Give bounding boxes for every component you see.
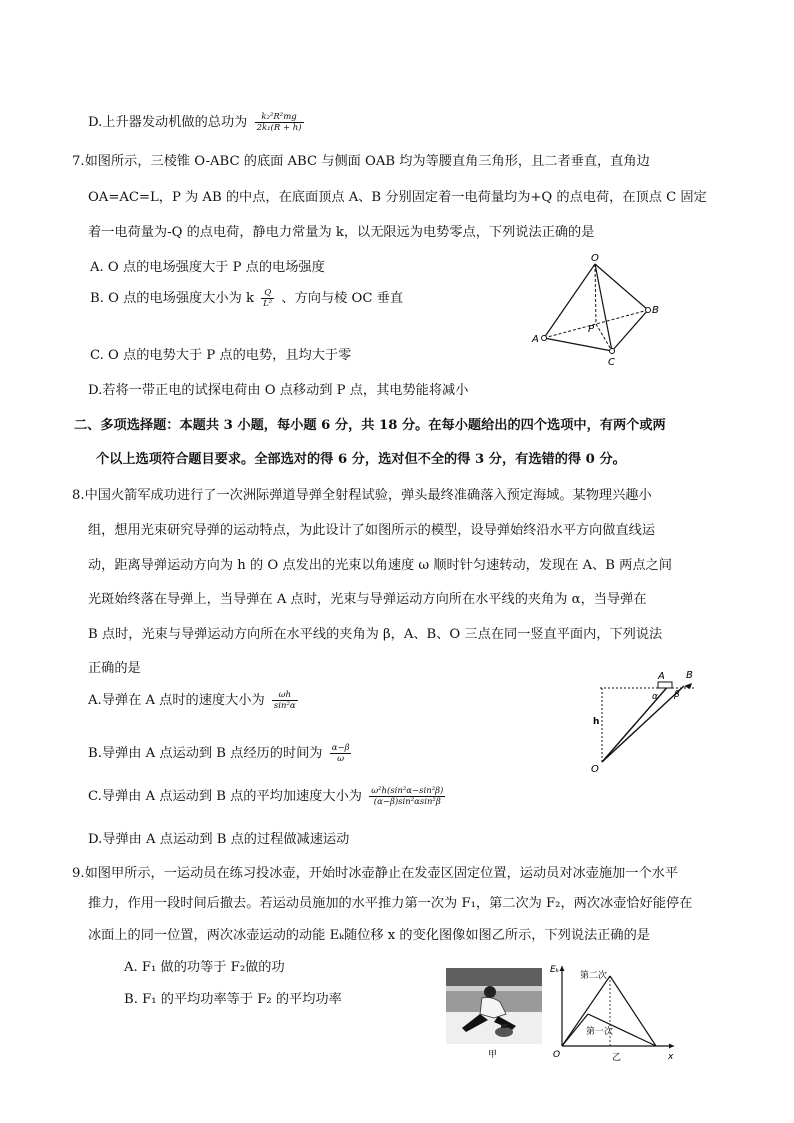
label-p: P	[588, 324, 595, 335]
label-o: O	[591, 764, 599, 774]
q8-option-c	[88, 786, 448, 807]
q9-option-b: B. F₁ 的平均功率等于 F₂ 的平均功率	[124, 992, 342, 1007]
q7-option-c: C. O 点的电势大于 P 点的电势，且均大于零	[90, 348, 352, 363]
graph-xlabel: x	[668, 1052, 674, 1062]
q8-missile-figure	[588, 666, 708, 774]
label-alpha: α	[652, 692, 658, 702]
label-c: C	[608, 357, 615, 368]
q8-option-b-fraction	[330, 743, 352, 764]
q8-option-b-text: B.导弹由 A 点运动到 B 点经历的时间为	[88, 746, 323, 761]
fraction-numerator: k₂²R²mg	[255, 112, 304, 123]
label-yi: 乙	[612, 1053, 622, 1062]
q9-ek-x-graph	[550, 962, 680, 1062]
label-o: O	[591, 253, 599, 264]
q8-stem-line-3: 动，距离导弹运动方向为 h 的 O 点发出的光束以角速度 ω 顺时针匀速转动，发现在 A、B 两点之间	[88, 558, 672, 573]
fraction-numerator: Q	[261, 288, 274, 299]
fraction-denominator: 2k₁(R + h)	[256, 123, 302, 133]
q6-option-d	[88, 112, 307, 133]
q8-option-a-fraction	[272, 690, 298, 711]
q8-option-c-fraction	[369, 786, 445, 807]
label-a: A	[532, 334, 539, 345]
section2-header-line-1: 二、多项选择题：本题共 3 小题，每小题 6 分，共 18 分。在每小题给出的四个选项中，有两个或两	[74, 418, 666, 433]
q7-option-d: D.若将一带正电的试探电荷由 O 点移动到 P 点，其电势能将减小	[88, 383, 469, 398]
q8-stem-line-4: 光斑始终落在导弹上，当导弹在 A 点时，光束与导弹运动方向所在水平线的夹角为 α，当导弹在	[88, 592, 647, 607]
q8-option-d: D.导弹由 A 点运动到 B 点的过程做减速运动	[88, 832, 350, 847]
q9-stem-line-2: 推力，作用一段时间后撤去。若运动员施加的水平推力第一次为 F₁，第二次为 F₂，两次冰壶恰好能停在	[88, 896, 693, 911]
q9-option-a: A. F₁ 做的功等于 F₂做的功	[124, 960, 285, 975]
q8-option-b	[88, 743, 354, 764]
graph-ylabel: Eₖ	[550, 965, 560, 975]
q8-option-a	[88, 690, 301, 711]
q8-stem-line-5: B 点时，光束与导弹运动方向所在水平线的夹角为 β，A、B、O 三点在同一竖直平面内，下列说法	[88, 627, 663, 642]
label-h: h	[593, 717, 600, 727]
q9-stem-line-3: 冰面上的同一位置，两次冰壶运动的动能 Eₖ随位移 x 的变化图像如图乙所示，下列说法正确的是	[88, 928, 650, 943]
q8-stem-line-6: 正确的是	[88, 661, 141, 676]
q7-stem-line-2: OA=AC=L，P 为 AB 的中点，在底面顶点 A、B 分别固定着一电荷量均为+Q 的点电荷，在顶点 C 固定	[88, 190, 707, 205]
fraction-denominator: sin²α	[273, 701, 296, 711]
q8-option-a-text: A.导弹在 A 点时的速度大小为	[88, 693, 265, 708]
q7-stem-line-3: 着一电荷量为-Q 的点电荷，静电力常量为 k，以无限远为电势零点，下列说法正确的是	[88, 225, 595, 240]
graph-label-first: 第一次	[586, 1027, 614, 1037]
label-b: B	[686, 670, 693, 681]
q7-tetrahedron-figure	[528, 252, 668, 377]
label-beta: β	[674, 690, 680, 700]
q6-option-d-text: D.上升器发动机做的总功为	[88, 115, 248, 130]
q7-option-b	[90, 288, 403, 309]
q8-stem-line-2: 组，想用光束研究导弹的运动特点，为此设计了如图所示的模型，设导弹始终沿水平方向做直线运	[88, 523, 656, 538]
q7-option-b-fraction	[261, 288, 274, 309]
label-b: B	[652, 305, 659, 316]
q8-option-c-text: C.导弹由 A 点运动到 B 点的平均加速度大小为	[88, 789, 362, 804]
graph-origin: O	[553, 1050, 561, 1060]
q6-option-d-fraction	[255, 112, 304, 133]
fraction-numerator: α−β	[331, 743, 350, 753]
fraction-denominator: L²	[263, 299, 273, 309]
q7-option-a: A. O 点的电场强度大于 P 点的电场强度	[90, 260, 325, 275]
fraction-denominator: ω	[337, 754, 345, 764]
label-a: A	[658, 671, 665, 682]
fraction-numerator: ωh	[272, 690, 298, 701]
graph-label-second: 第二次	[580, 971, 608, 981]
fraction-denominator: (α−β)sin²αsin²β	[373, 797, 441, 807]
q9-stem-line-1: 9.如图甲所示，一运动员在练习投冰壶，开始时冰壶静止在发壶区固定位置，运动员对冰壶施加一个水平	[72, 866, 679, 881]
q7-option-b-post: 、方向与棱 OC 垂直	[281, 291, 404, 306]
fraction-numerator: ω²h(sin²α−sin²β)	[371, 786, 444, 796]
q8-stem-line-1: 8.中国火箭军成功进行了一次洲际弹道导弹全射程试验，弹头最终准确落入预定海域。某物理兴趣小	[72, 488, 652, 503]
section2-header-line-2: 个以上选项符合题目要求。全部选对的得 6 分，选对但不全的得 3 分，有选错的得 0 分。	[96, 452, 626, 467]
label-jia: 甲	[488, 1050, 498, 1060]
q7-stem-line-1: 7.如图所示，三棱锥 O-ABC 的底面 ABC 与侧面 OAB 均为等腰直角三角形，且二者垂直，直角边	[72, 154, 650, 169]
q9-curling-photo	[446, 968, 542, 1060]
q7-option-b-pre: B. O 点的电场强度大小为 k	[90, 291, 254, 306]
